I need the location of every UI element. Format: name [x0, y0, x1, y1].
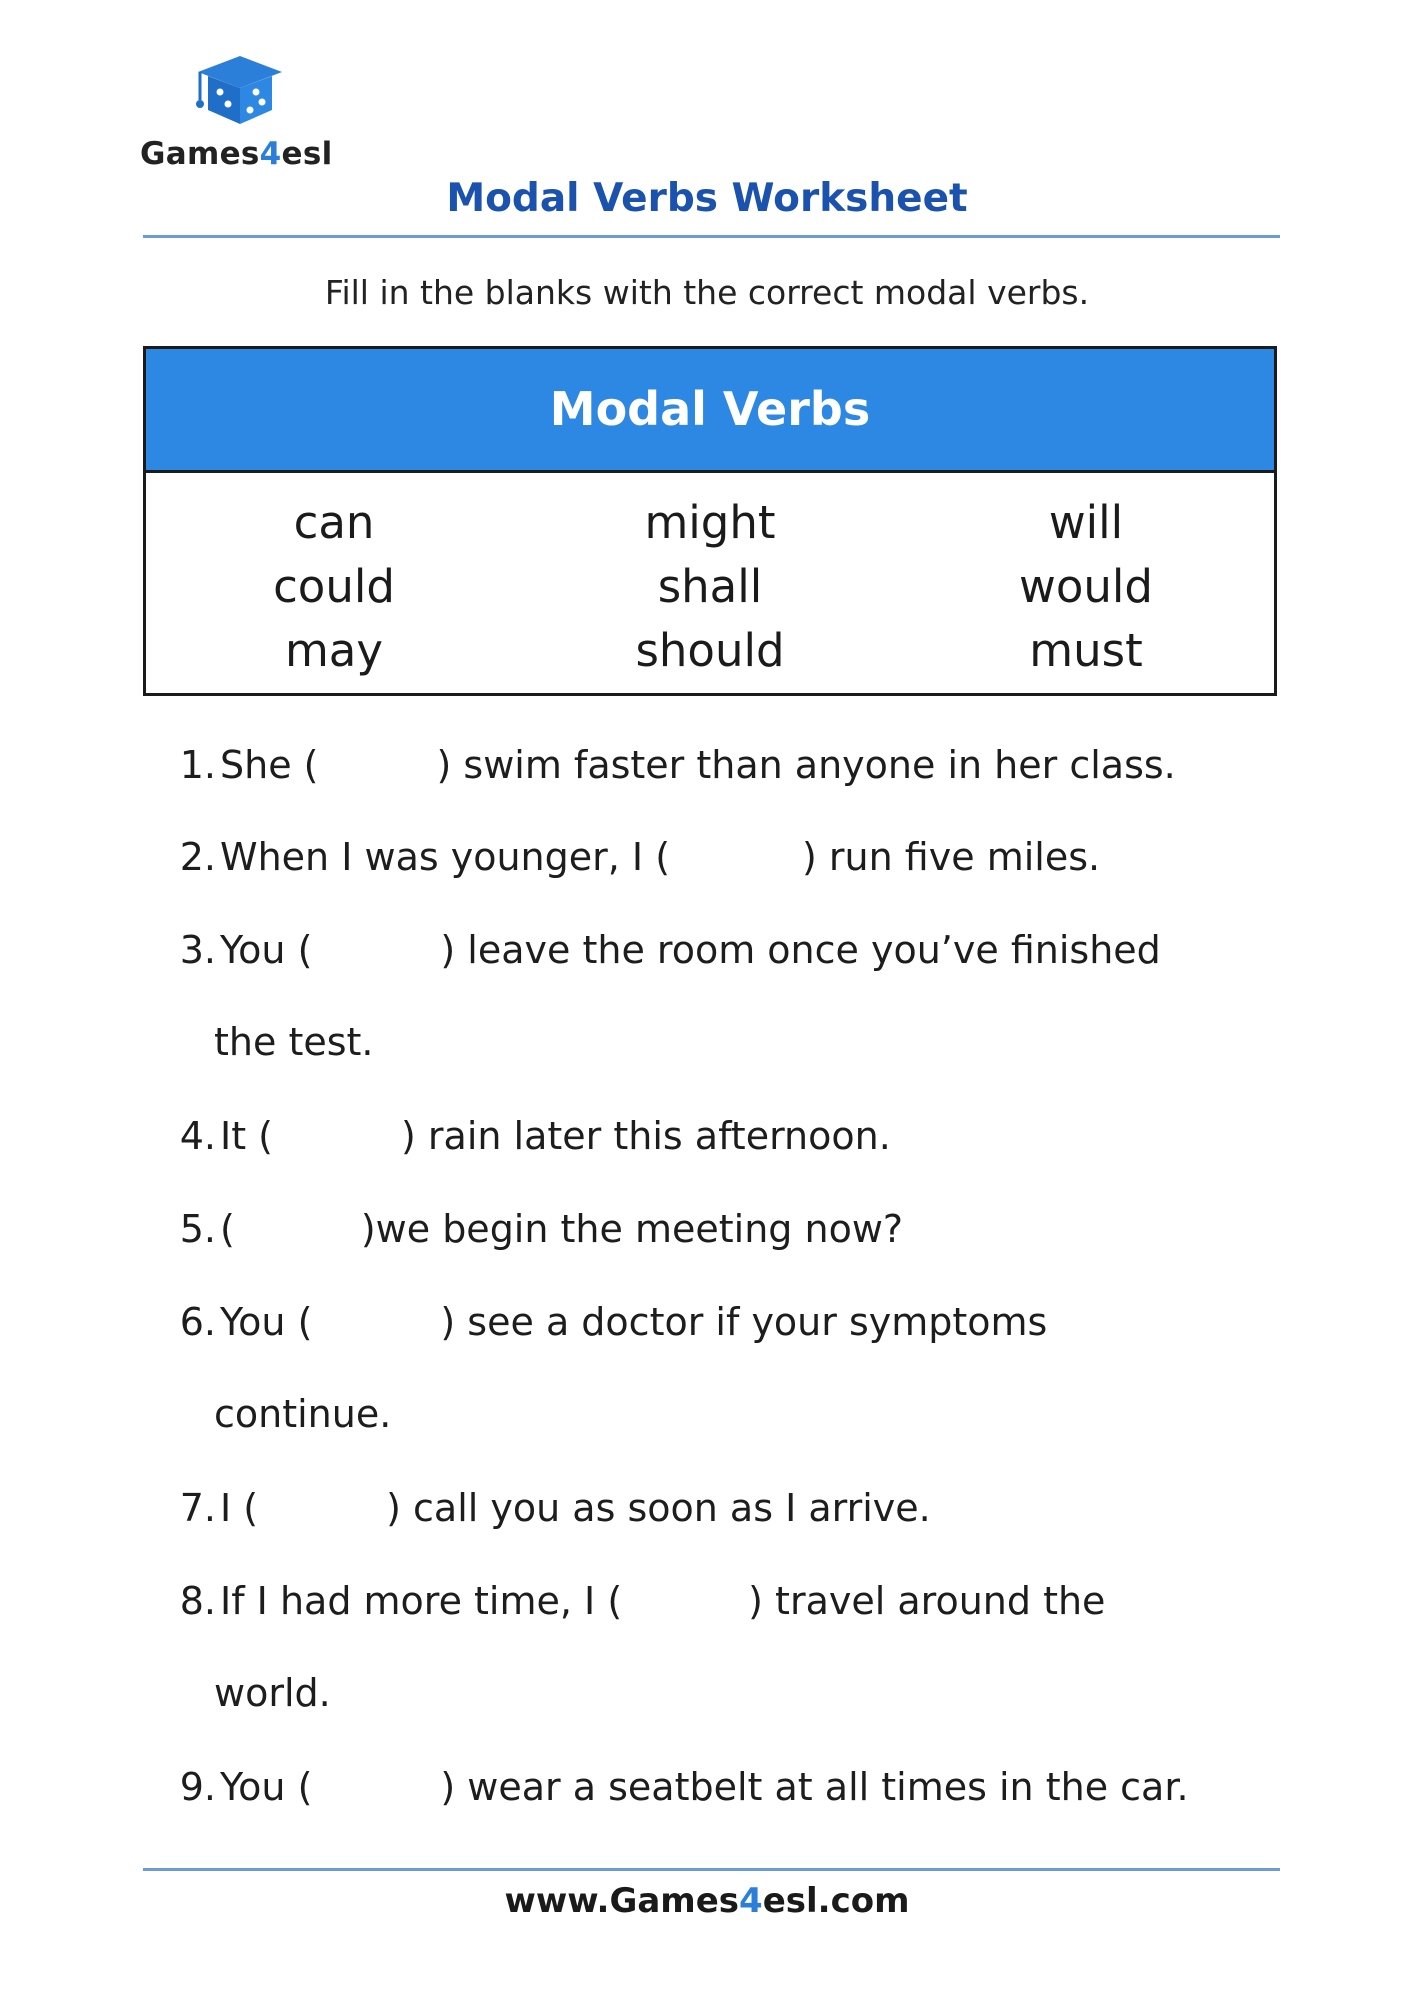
question-item: 2. When I was younger, I ( ) run five miles.	[179, 835, 1101, 879]
verb-word: must	[1029, 624, 1143, 677]
page-title: Modal Verbs Worksheet	[446, 176, 968, 221]
question-item: 9. You ( ) wear a seatbelt at all times in the car.	[179, 1765, 1189, 1809]
question-item: 4. It ( ) rain later this afternoon.	[179, 1114, 891, 1158]
question-item: 8. If I had more time, I ( ) travel around the world.	[179, 1579, 1106, 1715]
modal-verbs-box	[143, 346, 1277, 696]
games4esl-logo	[140, 52, 340, 182]
question-item: 6. You ( ) see a doctor if your symptoms continue.	[179, 1300, 1048, 1436]
verb-column	[146, 491, 522, 683]
question-item: 5. ( )we begin the meeting now?	[179, 1207, 904, 1251]
modal-verbs-grid	[146, 473, 1274, 683]
top-divider	[143, 235, 1280, 238]
verb-word: should	[635, 624, 785, 677]
graduation-cap-dice-icon	[190, 52, 290, 132]
verb-word: might	[644, 496, 776, 549]
footer-website[interactable]: www.Games4esl.com	[504, 1881, 910, 1921]
question-item: 3. You ( ) leave the room once you’ve finished the test.	[179, 928, 1161, 1064]
verb-word: could	[273, 560, 395, 613]
question-item: 1. She ( ) swim faster than anyone in her class.	[179, 743, 1176, 787]
verb-column	[522, 491, 898, 683]
brand-name: Games4esl	[140, 136, 333, 172]
verb-word: shall	[657, 560, 763, 613]
verb-word: will	[1048, 496, 1124, 549]
verb-word: may	[284, 624, 384, 677]
verb-word: would	[1019, 560, 1153, 613]
question-item: 7. I ( ) call you as soon as I arrive.	[179, 1486, 931, 1530]
verb-column	[898, 491, 1274, 683]
verb-word: can	[293, 496, 375, 549]
instruction-text: Fill in the blanks with the correct modal verbs.	[324, 273, 1090, 312]
modal-verbs-heading: Modal Verbs	[146, 349, 1274, 473]
